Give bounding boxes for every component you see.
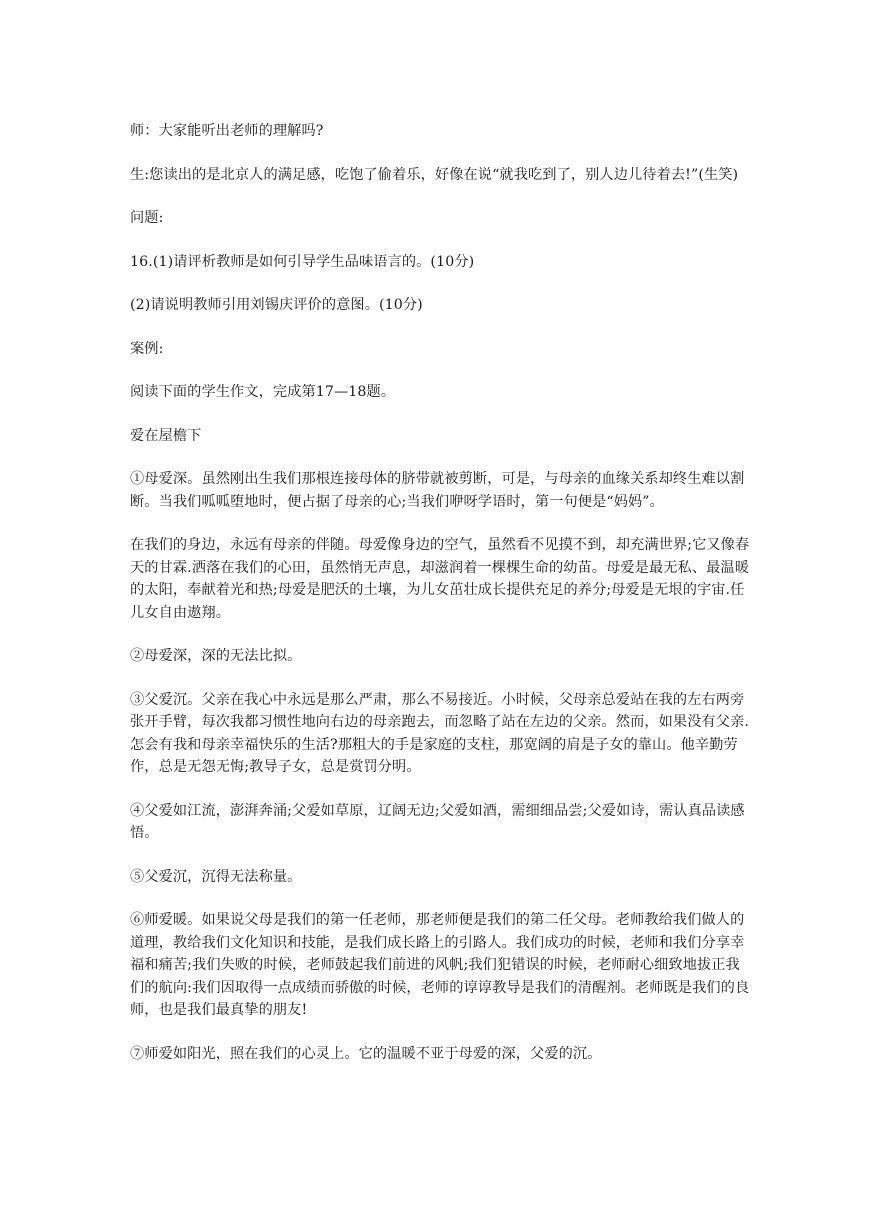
- essay-paragraph-1b: 在我们的身边，永远有母亲的伴随。母爱像身边的空气，虽然看不见摸不到，却充满世界;它又像春天的甘霖.洒落在我们的心田，虽然悄无声息，却滋润着一棵棵生命的幼苗。母爱是最无私、最温暖的太阳，奉献着光和热;母爱是肥沃的土壤，为儿女茁壮成长提供充足的养分;母爱是无垠的宇宙.任儿女自由遨翔。: [130, 537, 750, 621]
- question-16-2: (2)请说明教师引用刘锡庆评价的意图。(10分): [130, 297, 423, 313]
- essay-paragraph-2: ②母爱深，深的无法比拟。: [130, 648, 302, 664]
- student-answer: 生:您读出的是北京人的满足感，吃饱了偷着乐，好像在说“就我吃到了，别人边儿待着去!”(生笑): [130, 166, 739, 183]
- questions-heading: 问题:: [130, 210, 164, 226]
- essay-paragraph-3: ③父爱沉。父亲在我心中永远是那么严肃，那么不易接近。小时候，父母亲总爱站在我的左右两旁张开手臂，每次我都习惯性地向右边的母亲跑去，而忽略了站在左边的父亲。然而，如果没有父亲.怎会有我和母亲幸福快乐的生活?那粗大的手是家庭的支柱，那宽阔的肩是子女的靠山。他辛勤劳作，总是无怨无悔;教导子女，总是赏罚分明。: [130, 691, 749, 775]
- essay-paragraph-6: ⑥师爱暖。如果说父母是我们的第一任老师，那老师便是我们的第二任父母。老师教给我们做人的道理，教给我们文化知识和技能，是我们成长路上的引路人。我们成功的时候，老师和我们分享幸福和痛苦;我们失败的时候，老师鼓起我们前进的风帆;我们犯错误的时候，老师耐心细致地拔正我们的航向:我们因取得一点成绩而骄傲的时候，老师的谆谆教导是我们的清醒剂。老师既是我们的良师，也是我们最真挚的朋友!: [130, 912, 750, 1018]
- reading-instruction: 阅读下面的学生作文，完成第17—18题。: [130, 384, 396, 400]
- question-16-1: 16.(1)请评析教师是如何引导学生品味语言的。(10分): [130, 253, 475, 270]
- essay-paragraph-4: ④父爱如江流，澎湃奔涌;父爱如草原，辽阔无边;父爱如酒，需细细品尝;父爱如诗，需认真品读感悟。: [130, 802, 745, 841]
- teacher-question: 师：大家能听出老师的理解吗?: [130, 123, 324, 139]
- essay-paragraph-1: ①母爱深。虽然刚出生我们那根连接母体的脐带就被剪断，可是，与母亲的血缘关系却终生难以割断。当我们呱呱堕地时，便占据了母亲的心;当我们咿呀学语时，第一句便是“妈妈”。: [130, 471, 745, 510]
- essay-title: 爱在屋檐下: [130, 427, 202, 444]
- document-page: [130, 120, 750, 1086]
- case-heading: 案例:: [130, 340, 164, 357]
- essay-paragraph-7: ⑦师爱如阳光，照在我们的心灵上。它的温暖不亚于母爱的深，父爱的沉。: [130, 1045, 602, 1062]
- essay-paragraph-5: ⑤父爱沉，沉得无法称量。: [130, 868, 302, 885]
